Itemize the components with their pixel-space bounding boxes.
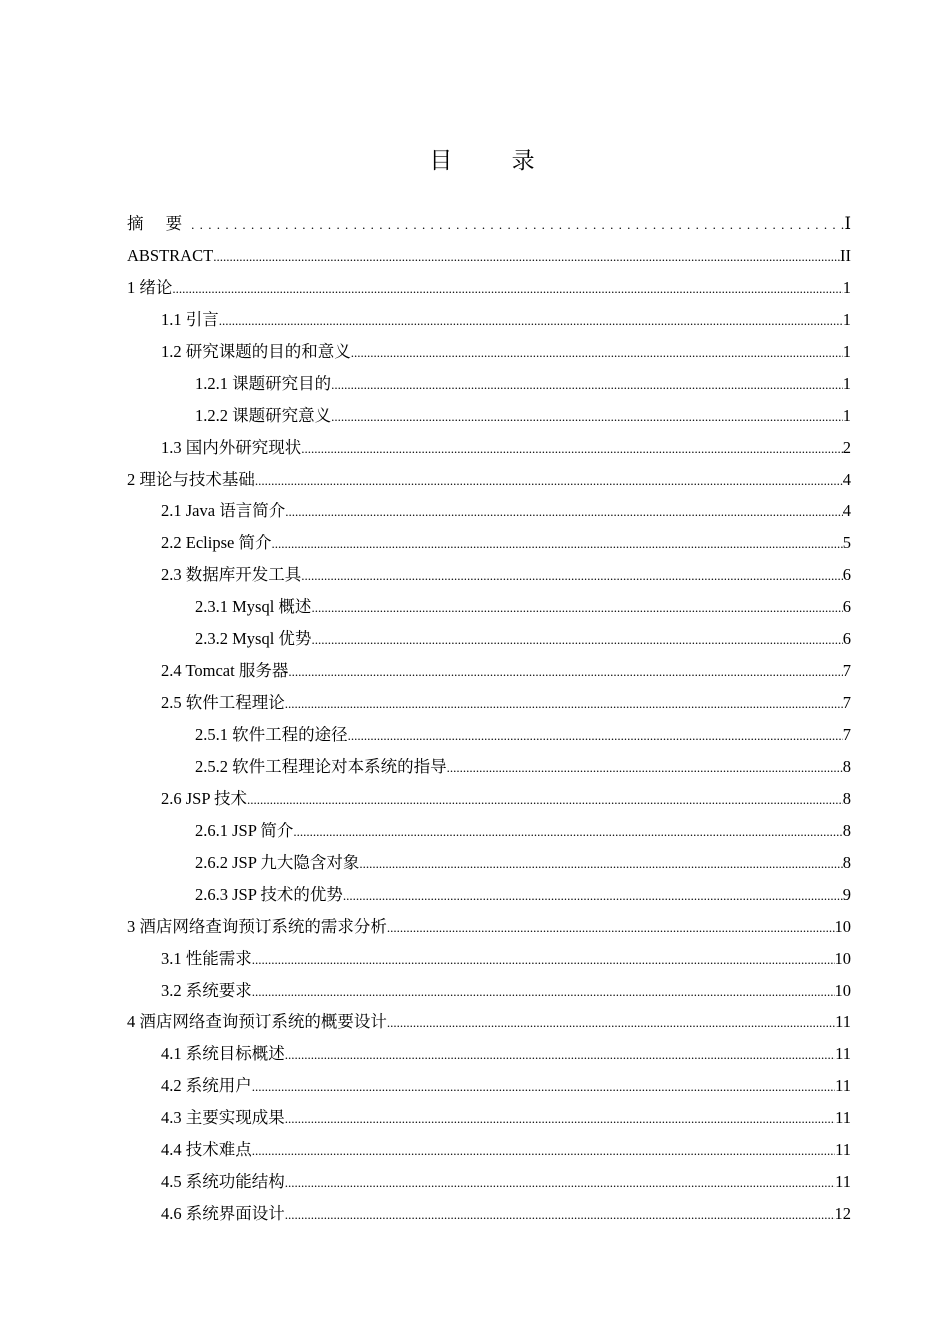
toc-dot-leader	[213, 250, 840, 263]
toc-entry-title: 1 绪论	[127, 277, 173, 297]
toc-dot-leader	[252, 985, 835, 998]
toc-dot-leader	[285, 1048, 835, 1061]
toc-dot-leader	[288, 665, 842, 678]
toc-entry[interactable]	[127, 240, 851, 272]
toc-entry[interactable]	[127, 1038, 851, 1070]
toc-entry-title: 2.2 Eclipse 简介	[161, 533, 272, 553]
toc-entry-title: 4.3 主要实现成果	[161, 1108, 285, 1128]
toc-dot-leader	[359, 857, 842, 870]
toc-dot-leader	[285, 1112, 835, 1125]
toc-entry-page-number: 5	[842, 533, 851, 553]
toc-entry-title: 1.1 引言	[161, 309, 219, 329]
toc-dot-leader	[293, 825, 842, 838]
toc-dot-leader	[247, 793, 843, 806]
toc-entry-title: 2.6.3 JSP 技术的优势	[195, 884, 343, 904]
toc-entry-title: 3.1 性能需求	[161, 948, 252, 968]
toc-entry-page-number: 1	[842, 277, 851, 297]
toc-dot-leader	[285, 1208, 835, 1221]
toc-entry[interactable]	[127, 400, 851, 432]
toc-dot-leader	[343, 889, 843, 902]
toc-entry-page-number: 8	[842, 756, 851, 776]
toc-entry-title: 4.4 技术难点	[161, 1140, 252, 1160]
table-of-contents	[127, 208, 851, 1230]
toc-title: 目 录	[429, 148, 561, 174]
toc-dot-leader	[387, 1016, 835, 1029]
toc-entry-title: 2.4 Tomcat 服务器	[161, 661, 289, 681]
toc-entry[interactable]	[127, 368, 851, 400]
toc-dot-leader	[252, 1080, 835, 1093]
toc-entry-page-number: 10	[834, 948, 851, 968]
toc-entry[interactable]	[127, 719, 851, 751]
toc-entry[interactable]	[127, 432, 851, 464]
toc-entry-page-number: 11	[835, 1140, 851, 1160]
toc-dot-leader	[331, 410, 843, 423]
toc-entry-page-number: 4	[842, 469, 851, 489]
toc-dot-leader	[285, 1176, 835, 1189]
toc-entry[interactable]	[127, 1102, 851, 1134]
toc-entry-title: 2.6 JSP 技术	[161, 788, 248, 808]
toc-entry-title: 4 酒店网络查询预订系统的概要设计	[127, 1012, 387, 1032]
toc-entry-title: 摘 要	[127, 214, 192, 233]
toc-entry[interactable]	[127, 655, 851, 687]
toc-dot-leader	[191, 218, 844, 231]
toc-entry-page-number: 8	[842, 788, 851, 808]
toc-entry[interactable]	[127, 1006, 851, 1038]
toc-dot-leader	[172, 282, 842, 295]
toc-entry[interactable]	[127, 495, 851, 527]
toc-entry-title: 2.5.2 软件工程理论对本系统的指导	[195, 756, 447, 776]
toc-entry-page-number: 11	[835, 1076, 851, 1096]
toc-entry-page-number: 6	[842, 597, 851, 617]
toc-entry-title: 4.1 系统目标概述	[161, 1044, 285, 1064]
toc-entry-page-number: 7	[842, 725, 851, 744]
toc-entry-title: 2.3 数据库开发工具	[161, 565, 302, 585]
toc-entry[interactable]	[127, 751, 851, 783]
toc-entry-page-number: 6	[842, 565, 851, 585]
toc-entry[interactable]	[127, 304, 851, 336]
toc-entry-page-number: 10	[834, 916, 851, 936]
toc-entry[interactable]	[127, 975, 851, 1007]
toc-entry-title: 4.2 系统用户	[161, 1076, 252, 1096]
toc-entry[interactable]	[127, 559, 851, 591]
toc-entry-page-number: 1	[842, 309, 851, 329]
toc-entry[interactable]	[127, 464, 851, 496]
toc-entry-title: 3.2 系统要求	[161, 980, 252, 1000]
toc-entry[interactable]	[127, 687, 851, 719]
toc-entry-page-number: 11	[835, 1012, 851, 1032]
toc-dot-leader	[447, 761, 843, 774]
toc-dot-leader	[311, 633, 842, 646]
toc-dot-leader	[219, 314, 843, 327]
toc-entry[interactable]	[127, 623, 851, 655]
toc-entry-title: 1.2.1 课题研究目的	[195, 373, 332, 393]
toc-entry-page-number: 8	[842, 820, 851, 840]
toc-entry[interactable]	[127, 815, 851, 847]
toc-entry-page-number: 11	[835, 1172, 851, 1192]
toc-entry[interactable]	[127, 911, 851, 943]
toc-entry[interactable]	[127, 783, 851, 815]
toc-entry-title: 2 理论与技术基础	[127, 469, 255, 489]
toc-entry-page-number: 11	[835, 1044, 851, 1064]
toc-entry[interactable]	[127, 336, 851, 368]
toc-entry-page-number: II	[840, 245, 851, 265]
toc-entry-page-number: 11	[835, 1108, 851, 1128]
toc-entry-title: 3 酒店网络查询预订系统的需求分析	[127, 916, 387, 936]
toc-entry-title: 2.6.2 JSP 九大隐含对象	[195, 852, 360, 872]
toc-entry-title: 2.3.1 Mysql 概述	[195, 597, 312, 617]
toc-dot-leader	[271, 537, 842, 550]
toc-entry-title: 1.2.2 课题研究意义	[195, 405, 332, 425]
toc-entry[interactable]	[127, 272, 851, 304]
toc-dot-leader	[311, 601, 842, 614]
toc-entry[interactable]	[127, 943, 851, 975]
toc-dot-leader	[285, 505, 843, 518]
toc-entry[interactable]	[127, 847, 851, 879]
toc-entry[interactable]	[127, 591, 851, 623]
toc-entry-title: 2.6.1 JSP 简介	[195, 820, 294, 840]
toc-entry-page-number: 1	[842, 341, 851, 361]
toc-entry-page-number: 1	[842, 373, 851, 393]
toc-entry[interactable]	[127, 879, 851, 911]
toc-dot-leader	[301, 569, 843, 582]
toc-entry-page-number: 4	[842, 501, 851, 521]
toc-entry-page-number: Ⅰ	[844, 214, 851, 233]
toc-entry-title: 4.5 系统功能结构	[161, 1172, 285, 1192]
toc-entry-title: 2.5 软件工程理论	[161, 693, 285, 713]
toc-entry-title: 2.1 Java 语言简介	[161, 501, 286, 521]
toc-entry[interactable]	[127, 208, 851, 240]
toc-entry[interactable]	[127, 527, 851, 559]
toc-entry-page-number: 8	[842, 852, 851, 872]
toc-entry-page-number: 12	[834, 1204, 851, 1224]
toc-dot-leader	[252, 1144, 835, 1157]
toc-dot-leader	[387, 921, 835, 934]
toc-entry-title: 1.3 国内外研究现状	[161, 437, 302, 457]
toc-dot-leader	[252, 953, 835, 966]
toc-entry-title: 2.3.2 Mysql 优势	[195, 629, 312, 649]
toc-entry-page-number: 7	[842, 661, 851, 681]
toc-entry-page-number: 1	[842, 405, 851, 425]
toc-entry-page-number: 10	[834, 980, 851, 1000]
toc-entry[interactable]	[127, 1134, 851, 1166]
toc-dot-leader	[255, 474, 843, 487]
toc-entry-title: 1.2 研究课题的目的和意义	[161, 341, 351, 361]
toc-entry-title: ABSTRACT	[127, 245, 214, 265]
toc-dot-leader	[331, 378, 843, 391]
toc-entry-page-number: 6	[842, 629, 851, 649]
toc-entry-title: 4.6 系统界面设计	[161, 1204, 285, 1224]
toc-entry-page-number: 9	[842, 884, 851, 904]
toc-entry-page-number: 7	[842, 693, 851, 713]
toc-entry-page-number: 2	[842, 437, 851, 457]
toc-entry-title: 2.5.1 软件工程的途径	[195, 725, 348, 744]
toc-entry[interactable]	[127, 1198, 851, 1230]
toc-dot-leader	[285, 697, 843, 710]
toc-entry[interactable]	[127, 1166, 851, 1198]
toc-entry[interactable]	[127, 1070, 851, 1102]
toc-dot-leader	[351, 346, 843, 359]
toc-dot-leader	[301, 442, 843, 455]
toc-dot-leader	[348, 729, 843, 742]
